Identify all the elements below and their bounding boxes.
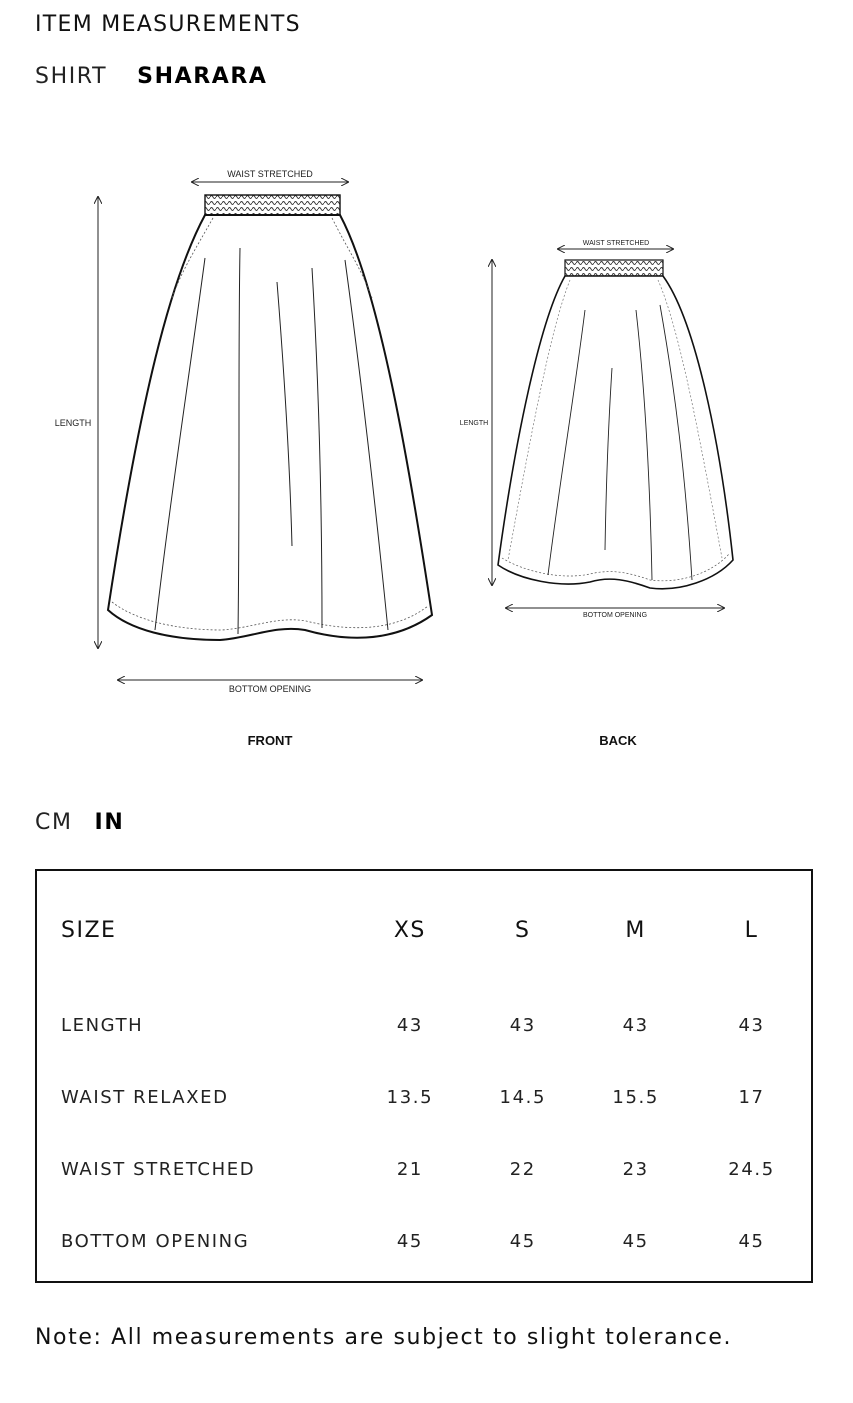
front-skirt xyxy=(55,169,432,748)
back-caption: BACK xyxy=(599,733,637,748)
table-row xyxy=(37,1133,811,1205)
row-label: LENGTH xyxy=(61,1014,144,1036)
table-header-row xyxy=(37,871,811,989)
size-header-s: S xyxy=(515,917,531,943)
cell-value: 45 xyxy=(622,1230,649,1252)
table-row xyxy=(37,1205,811,1277)
front-length-label: LENGTH xyxy=(54,418,92,428)
cell-value: 13.5 xyxy=(386,1086,434,1108)
unit-cm-button[interactable]: CM xyxy=(35,810,73,835)
back-skirt xyxy=(460,240,733,748)
cell-value: 14.5 xyxy=(499,1086,546,1108)
back-bottom-opening-label: BOTTOM OPENING xyxy=(582,612,648,619)
garment-tabs xyxy=(35,64,268,89)
page-title: ITEM MEASUREMENTS xyxy=(35,12,301,37)
front-waistband xyxy=(205,195,340,215)
row-label: WAIST RELAXED xyxy=(61,1086,229,1108)
cell-value: 17 xyxy=(738,1086,765,1108)
table-row xyxy=(37,989,811,1061)
back-waistband xyxy=(565,260,663,276)
row-label: BOTTOM OPENING xyxy=(61,1230,250,1252)
cell-value: 22 xyxy=(509,1158,536,1180)
unit-in-button[interactable]: IN xyxy=(94,810,125,835)
cell-value: 43 xyxy=(509,1014,536,1036)
cell-value: 43 xyxy=(622,1014,649,1036)
cell-value: 45 xyxy=(509,1230,536,1252)
table-row xyxy=(37,1061,811,1133)
cell-value: 21 xyxy=(396,1158,423,1180)
size-table xyxy=(37,871,811,1277)
cell-value: 43 xyxy=(738,1014,765,1036)
size-chart xyxy=(35,869,813,1283)
cell-value: 45 xyxy=(738,1230,765,1252)
size-header-xs: XS xyxy=(393,917,426,943)
back-length-label: LENGTH xyxy=(459,420,489,427)
row-label: WAIST STRETCHED xyxy=(61,1158,256,1180)
tab-sharara[interactable]: SHARARA xyxy=(137,64,268,89)
size-header-label: SIZE xyxy=(61,917,117,943)
tolerance-note: Note: All measurements are subject to slight tolerance. xyxy=(35,1325,733,1350)
cell-value: 43 xyxy=(396,1014,423,1036)
size-header-l: L xyxy=(744,917,759,943)
measurement-diagram xyxy=(0,140,853,770)
size-header-m: M xyxy=(625,917,646,943)
skirt-illustration xyxy=(0,140,853,770)
front-skirt-body xyxy=(108,215,432,640)
cell-value: 23 xyxy=(622,1158,649,1180)
cell-value: 45 xyxy=(396,1230,423,1252)
back-waist-stretched-label: WAIST STRETCHED xyxy=(582,240,650,247)
tab-shirt[interactable]: SHIRT xyxy=(35,64,108,89)
front-waist-stretched-label: WAIST STRETCHED xyxy=(227,169,313,179)
front-caption: FRONT xyxy=(247,733,293,748)
cell-value: 15.5 xyxy=(612,1086,659,1108)
front-bottom-opening-label: BOTTOM OPENING xyxy=(228,684,312,694)
unit-toggle xyxy=(35,810,124,835)
cell-value: 24.5 xyxy=(728,1158,775,1180)
